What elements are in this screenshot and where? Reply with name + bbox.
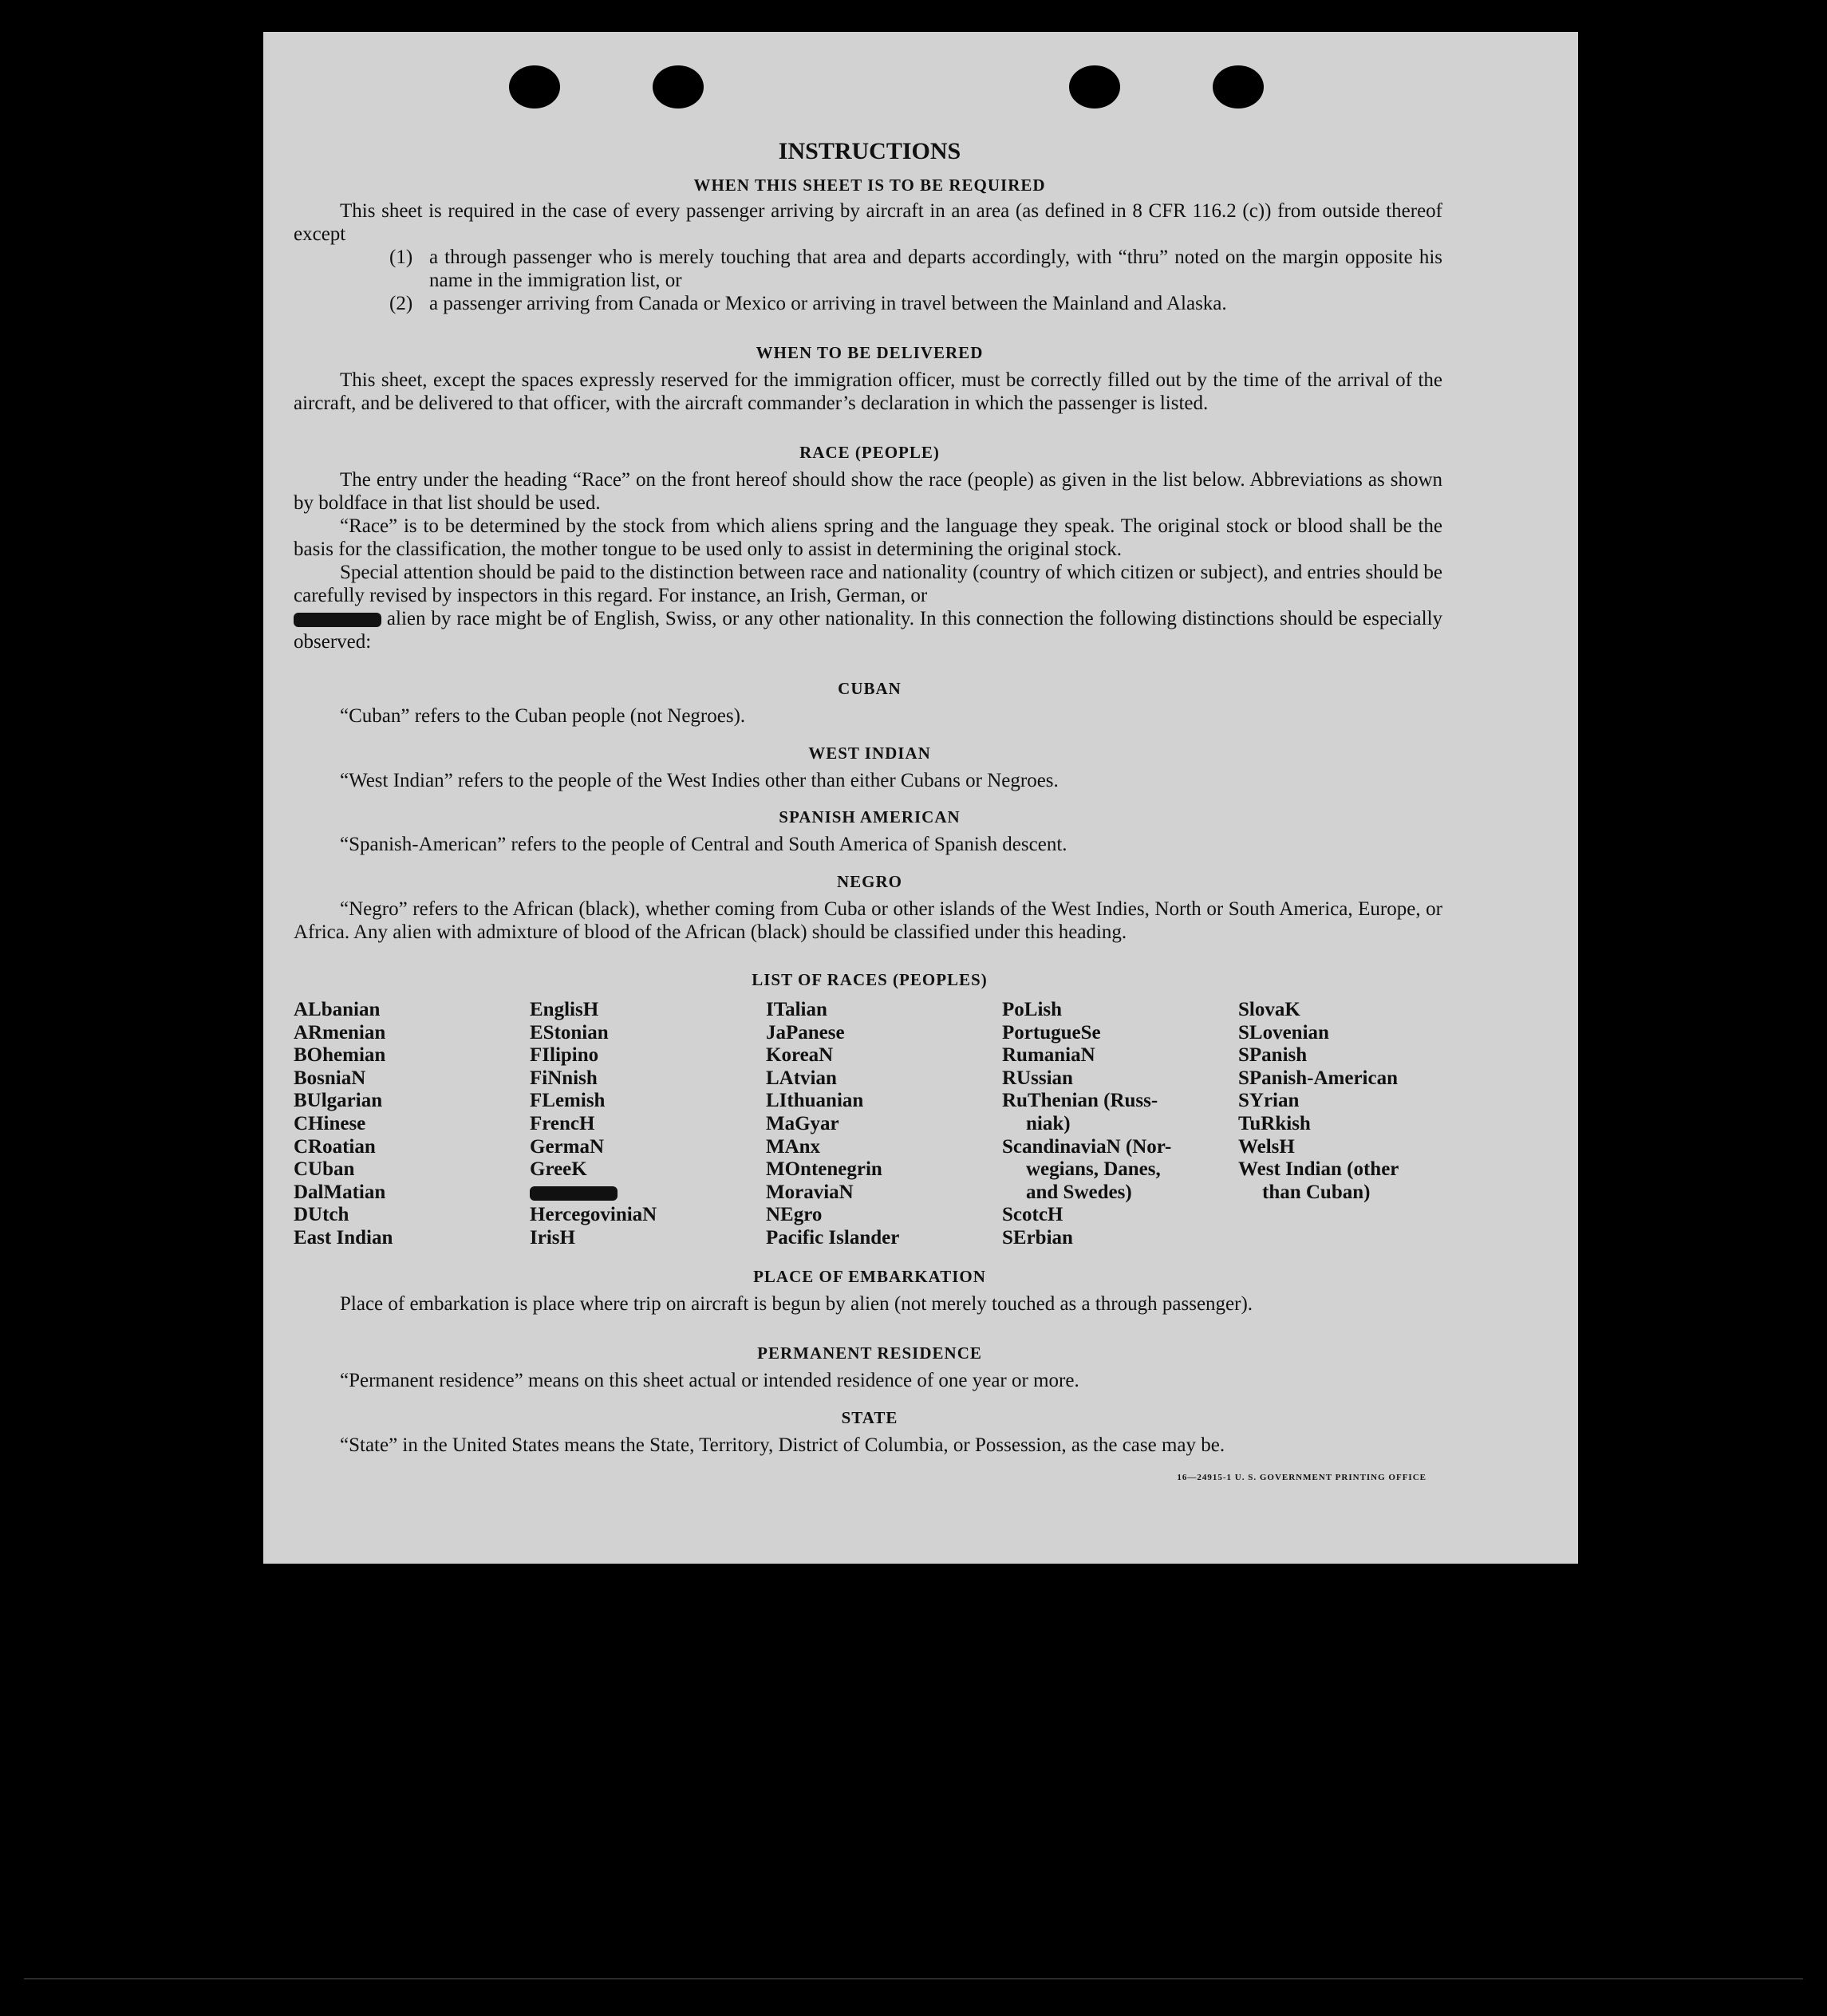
paragraph: “Negro” refers to the African (black), whether coming from Cuba or other islands of the West Indies, North or South America, Europe, or Africa. Any alien with admixture of blood of the African (black) should be classified under this heading. (294, 898, 1442, 943)
race-item: DUtch (294, 1204, 349, 1226)
document-page (263, 32, 1578, 1564)
section-body (294, 369, 1442, 415)
paragraph (294, 607, 1442, 653)
section-body (294, 1369, 1442, 1392)
race-item: wegians, Danes, (1026, 1158, 1161, 1181)
race-column (766, 999, 1002, 1250)
punch-hole (653, 65, 704, 108)
redaction-mark (294, 613, 381, 627)
paragraph: “State” in the United States means the State, Territory, District of Columbia, or Possession, as the case may be. (340, 1434, 1225, 1456)
page-title: INSTRUCTIONS (778, 138, 961, 164)
race-item: ARmenian (294, 1021, 386, 1044)
race-item: BOhemian (294, 1044, 386, 1067)
section-heading: NEGRO (836, 872, 902, 891)
list-item (294, 246, 1442, 292)
section-body (294, 468, 1442, 653)
section-heading: STATE (841, 1408, 898, 1427)
punch-hole (1213, 65, 1264, 108)
race-item: MOntenegrin (766, 1158, 882, 1181)
race-item: LIthuanian (766, 1090, 864, 1112)
section-body (294, 1434, 1442, 1457)
race-item: NEgro (766, 1204, 823, 1226)
paragraph: “Spanish-American” refers to the people of Central and South America of Spanish descent. (340, 834, 1067, 855)
race-item: FLemish (530, 1090, 606, 1112)
race-item: RUssian (1002, 1067, 1073, 1089)
race-item: CRoatian (294, 1135, 376, 1158)
race-item: ITalian (766, 999, 827, 1020)
race-item: BUlgarian (294, 1090, 383, 1112)
item-number: (2) (389, 293, 413, 314)
race-item: TuRkish (1238, 1112, 1311, 1134)
race-item: IrisH (530, 1226, 575, 1249)
paragraph: “Cuban” refers to the Cuban people (not Negroes). (340, 705, 746, 727)
race-item: SlovaK (1238, 999, 1300, 1020)
section-heading: WEST INDIAN (808, 744, 931, 763)
race-item: EStonian (530, 1021, 609, 1044)
race-column (530, 999, 766, 1250)
punch-hole (509, 65, 560, 108)
section-heading: CUBAN (838, 679, 902, 698)
punch-hole (1069, 65, 1120, 108)
section-body (294, 769, 1442, 792)
race-item: SLovenian (1238, 1021, 1329, 1044)
race-item: CUban (294, 1158, 355, 1181)
race-item: MaGyar (766, 1112, 839, 1134)
race-item: FiNnish (530, 1067, 598, 1089)
race-item: BosniaN (294, 1067, 366, 1089)
race-item: than Cuban) (1262, 1181, 1371, 1203)
section-body (294, 833, 1442, 856)
race-item-redacted (530, 1182, 766, 1205)
race-item: MAnx (766, 1135, 821, 1158)
race-item: and Swedes) (1026, 1181, 1132, 1203)
race-item: SPanish (1238, 1044, 1308, 1067)
item-number: (1) (389, 247, 413, 268)
race-item: WelsH (1238, 1135, 1295, 1158)
race-item: ScandinaviaN (Nor- (1002, 1135, 1172, 1158)
item-text: a passenger arriving from Canada or Mexico or arriving in travel between the Mainland and Alaska. (429, 293, 1227, 314)
race-list (294, 999, 1474, 1250)
paragraph: “Permanent residence” means on this sheet actual or intended residence of one year or more. (340, 1370, 1079, 1391)
race-item: HercegoviniaN (530, 1204, 657, 1226)
race-item: SYrian (1238, 1090, 1300, 1112)
paragraph: “West Indian” refers to the people of the West Indies other than either Cubans or Negroes. (340, 770, 1059, 791)
race-item: FIlipino (530, 1044, 599, 1067)
race-item: SPanish-American (1238, 1067, 1398, 1089)
race-item: EnglisH (530, 999, 599, 1020)
section-body (294, 704, 1442, 728)
section-heading: WHEN TO BE DELIVERED (756, 343, 984, 362)
race-item: GreeK (530, 1158, 587, 1181)
race-item: East Indian (294, 1226, 393, 1249)
race-item: CHinese (294, 1112, 366, 1134)
paragraph: Special attention should be paid to the distinction between race and nationality (country of which citizen or subject), and entries should be carefully revised by inspectors in this regard. For instance, an Irish, German, or (294, 562, 1442, 606)
paragraph-continuation: alien by race might be of English, Swiss, or any other nationality. In this connection the following distinctions should be especially observed: (294, 608, 1443, 653)
race-item: PortugueSe (1002, 1021, 1101, 1044)
section-heading: PLACE OF EMBARKATION (753, 1267, 986, 1286)
race-column (1002, 999, 1238, 1250)
item-text: a through passenger who is merely touching that area and departs accordingly, with “thru” noted on the margin opposite his name in the immigration list, or (429, 247, 1442, 291)
race-item: RuThenian (Russ- (1002, 1090, 1158, 1112)
section-heading: PERMANENT RESIDENCE (757, 1343, 982, 1363)
race-column (294, 999, 530, 1250)
section-body (294, 1292, 1442, 1316)
race-item: West Indian (other (1238, 1158, 1399, 1181)
race-column (1238, 999, 1474, 1250)
race-item: KoreaN (766, 1044, 834, 1067)
race-item: JaPanese (766, 1021, 845, 1044)
race-item: GermaN (530, 1135, 605, 1158)
paragraph: This sheet is required in the case of every passenger arriving by aircraft in an area (as defined in 8 CFR 116.2 (c)) from outside thereof except (294, 200, 1442, 245)
section-heading: WHEN THIS SHEET IS TO BE REQUIRED (693, 176, 1046, 195)
race-item: SErbian (1002, 1226, 1073, 1249)
section-body (294, 898, 1442, 944)
race-item: PoLish (1002, 999, 1063, 1020)
race-item: niak) (1026, 1112, 1071, 1134)
race-item: ScotcH (1002, 1204, 1063, 1226)
race-item: RumaniaN (1002, 1044, 1095, 1067)
race-item: DalMatian (294, 1181, 386, 1203)
race-item: MoraviaN (766, 1181, 854, 1203)
section-heading: SPANISH AMERICAN (779, 807, 961, 827)
section-body (294, 199, 1442, 315)
paragraph: “Race” is to be determined by the stock from which aliens spring and the language they speak. The original stock or blood shall be the basis for the classification, the mother tongue to be used only to assist in determining the original stock. (294, 515, 1442, 560)
race-item: LAtvian (766, 1067, 837, 1089)
race-item: ALbanian (294, 999, 381, 1020)
section-heading: RACE (PEOPLE) (799, 443, 940, 462)
paragraph: This sheet, except the spaces expressly reserved for the immigration officer, must be correctly filled out by the time of the arrival of the aircraft, and be delivered to that officer, with the aircraft commander’s declaration in which the passenger is listed. (294, 369, 1442, 414)
paragraph: Place of embarkation is place where trip on aircraft is begun by alien (not merely touched as a through passenger). (340, 1293, 1253, 1315)
redaction-mark (530, 1186, 618, 1201)
paragraph: The entry under the heading “Race” on the front hereof should show the race (people) as given in the list below. Abbreviations as shown by boldface in that list should be used. (294, 469, 1442, 514)
list-item (294, 292, 1442, 315)
race-item: Pacific Islander (766, 1226, 900, 1249)
race-item: FrencH (530, 1112, 595, 1134)
printer-imprint: 16—24915-1 U. S. GOVERNMENT PRINTING OFFICE (1177, 1473, 1426, 1482)
section-heading: LIST OF RACES (PEOPLES) (752, 970, 988, 989)
